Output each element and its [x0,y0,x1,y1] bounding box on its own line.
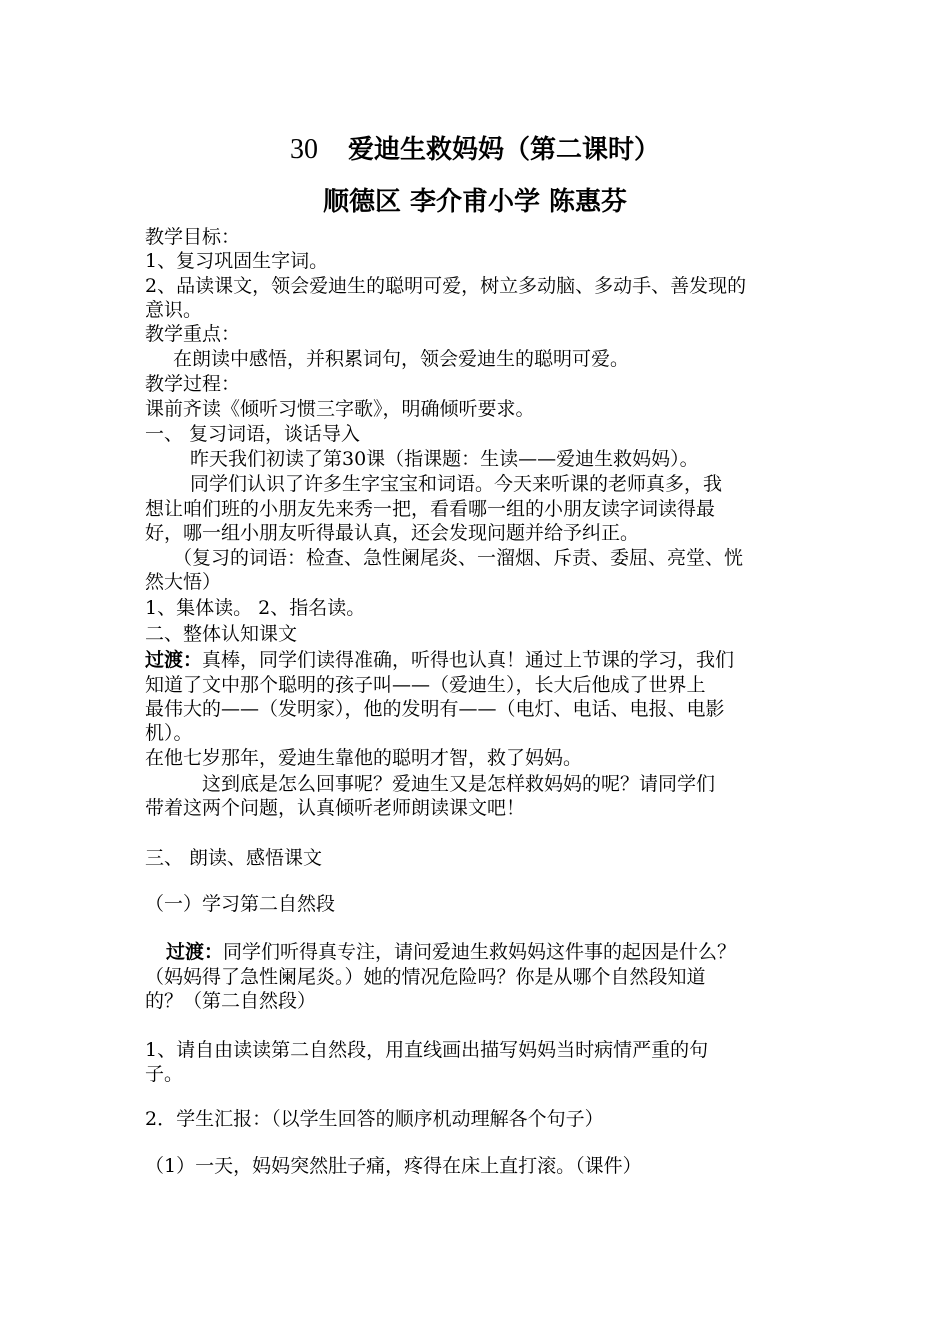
text-line: 机）。 [145,722,193,744]
text-line: 2．学生汇报：（以学生回答的顺序机动理解各个句子） [145,1108,604,1130]
text-line: 真棒，同学们读得准确，听得也认真！通过上节课的学习，我们 [202,649,735,671]
objectives-heading: 教学目标： [145,226,241,248]
transition-label: 过渡： [145,649,203,671]
lesson-title [0,133,950,167]
subsection-heading: （一）学习第二自然段 [145,893,336,915]
section-heading: 一、 复习词语，谈话导入 [145,423,361,445]
lesson-number: 30 [289,134,318,165]
text-line: 1、请自由读读第二自然段，用直线画出描写妈妈当时病情严重的句 [145,1039,709,1061]
transition-paragraph [145,648,734,672]
text-line: 2、品读课文，领会爱迪生的聪明可爱，树立多动脑、多动手、善发现的 [145,275,747,297]
text-line: 在朗读中感悟，并积累词句，领会爱迪生的聪明可爱。 [173,348,630,370]
text-line: 然大悟） [145,571,222,593]
text-line: 的？（第二自然段） [145,990,317,1012]
author-line: 顺德区 李介甫小学 陈惠芬 [322,187,628,217]
text-line: 同学们听得真专注，请问爱迪生救妈妈这件事的起因是什么？ [223,941,737,963]
focus-heading: 教学重点： [145,323,241,345]
transition-paragraph [166,940,736,964]
text-line: （复习的词语：检查、急性阑尾炎、一溜烟、斥责、委屈、亮堂、恍 [173,547,744,569]
text-line: 昨天我们初读了第30课（指课题：生读——爱迪生救妈妈）。 [190,448,699,470]
text-line: 在他七岁那年，爱迪生靠他的聪明才智，救了妈妈。 [145,747,583,769]
section-heading: 三、 朗读、感悟课文 [145,847,323,869]
text-line: 意识。 [145,299,203,321]
text-line: 同学们认识了许多生字宝宝和词语。今天来听课的老师真多，我 [190,473,723,495]
text-line: 想让咱们班的小朋友先来秀一把，看看哪一组的小朋友读字词读得最 [145,498,716,520]
text-line: 知道了文中那个聪明的孩子叫——（爱迪生），长大后他成了世界上 [145,674,706,696]
text-line: 这到底是怎么回事呢？爱迪生又是怎样救妈妈的呢？请同学们 [202,773,716,795]
process-heading: 教学过程： [145,373,241,395]
text-line: 最伟大的——（发明家），他的发明有——（电灯、电话、电报、电影 [145,698,725,720]
lesson-title-text: 爱迪生救妈妈（第二课时） [347,135,660,165]
text-line: 带着这两个问题，认真倾听老师朗读课文吧！ [145,797,526,819]
text-line: 1、集体读。 2、指名读。 [145,597,366,619]
text-line: （妈妈得了急性阑尾炎。）她的情况危险吗？你是从哪个自然段知道 [145,966,706,988]
text-line: 1、复习巩固生字词。 [145,250,329,272]
section-heading: 二、整体认知课文 [145,623,298,645]
text-line: 课前齐读《倾听习惯三字歌》，明确倾听要求。 [145,398,535,420]
text-line: 好，哪一组小朋友听得最认真，还会发现问题并给予纠正。 [145,522,640,544]
text-line: （1）一天，妈妈突然肚子痛，疼得在床上直打滚。（课件） [145,1155,642,1177]
transition-label: 过渡： [166,941,224,963]
text-line: 子。 [145,1063,184,1085]
